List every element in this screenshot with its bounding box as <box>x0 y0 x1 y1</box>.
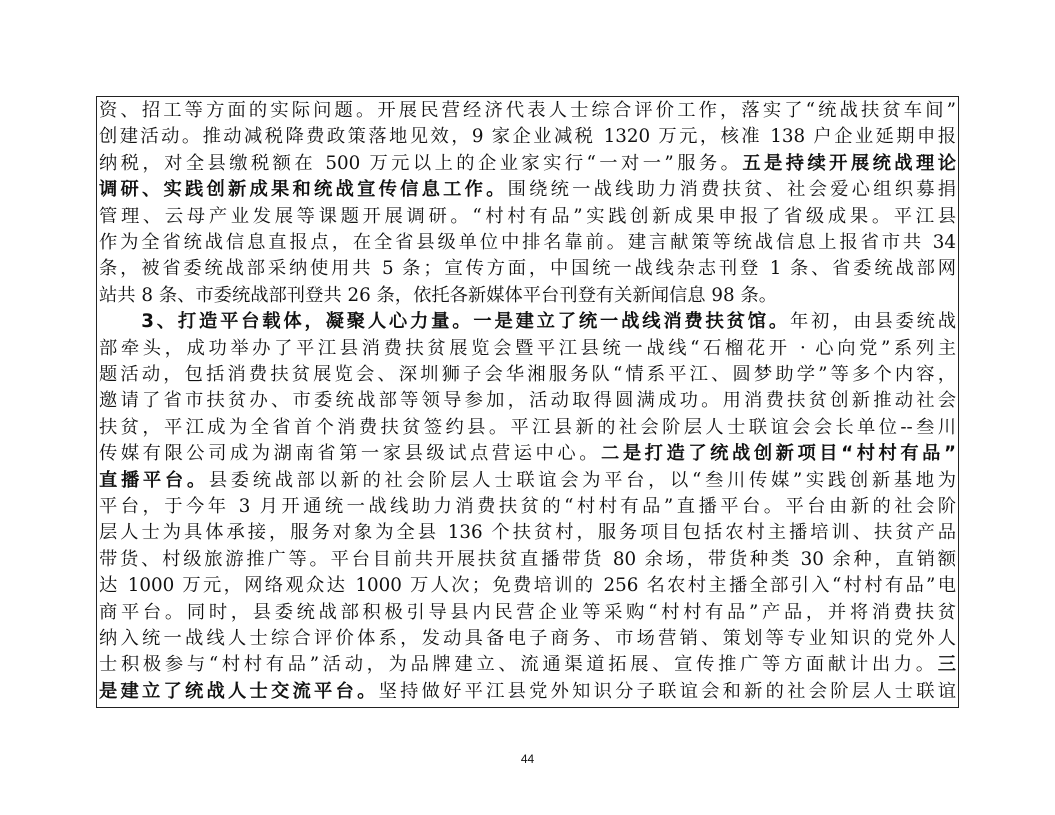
bold-text-run: 五是持续开展统战理论 <box>742 152 956 174</box>
text-run: 扶贫，平江成为全省首个消费扶贫签约县。平江县新的社会阶层人士联谊会会长单位--叁川 <box>99 416 956 438</box>
bold-text-run: 三 <box>937 654 956 676</box>
text-run: 达 1000 万元，网络观众达 1000 万人次；免费培训的 256 名农村主播全部引入“村村有品”电 <box>99 575 956 597</box>
text-run: 站共 8 条、市委统战部刊登共 26 条，依托各新媒体平台刊登有关新闻信息 98 条。 <box>99 284 778 306</box>
text-run: 士积极参与“村村有品”活动，为品牌建立、流通渠道拓展、宣传推广等方面献计出力。 <box>99 654 938 676</box>
bold-text-run: 二是打造了统战创新项目“村村有品” <box>601 443 957 465</box>
page-number: 44 <box>520 752 535 766</box>
text-line <box>99 124 956 150</box>
text-run: 条，被省委统战部采纳使用共 5 条；宣传方面，中国统一战线杂志刊登 1 条、省委统战部网 <box>99 258 956 280</box>
text-line <box>99 230 956 256</box>
text-run: 部牵头，成功举办了平江县消费扶贫展览会暨平江县统一战线“石榴花开 · 心向党”系列主 <box>99 337 956 359</box>
text-run: 县委统战部以新的社会阶层人士联谊会为平台，以“叁川传媒”实践创新基地为 <box>208 469 956 491</box>
text-line <box>99 520 956 546</box>
text-line <box>99 309 956 335</box>
text-run: 商平台。同时，县委统战部积极引导县内民营企业等采购“村村有品”产品，并将消费扶贫 <box>99 601 956 623</box>
text-run: 围绕统一战线助力消费扶贫、社会爱心组织募捐 <box>507 179 957 201</box>
text-run: 平台，于今年 3 月开通统一战线助力消费扶贫的“村村有品”直播平台。平台由新的社会阶 <box>99 496 956 517</box>
text-line <box>99 388 956 414</box>
text-run: 坚持做好平江县党外知识分子联谊会和新的社会阶层人士联谊 <box>378 680 957 702</box>
text-line <box>99 494 956 520</box>
text-run: 作为全省统战信息直报点，在全省县级单位中排名靠前。建言献策等统战信息上报省市共 34 <box>99 232 956 253</box>
bold-text-run: 调研、实践创新成果和统战宣传信息工作。 <box>99 179 508 201</box>
text-line <box>99 626 956 652</box>
text-run: 资、招工等方面的实际问题。开展民营经济代表人士综合评价工作，落实了“统战扶贫车间” <box>99 100 956 121</box>
text-line <box>99 336 956 362</box>
bold-text-run: 直播平台。 <box>99 469 209 491</box>
text-line <box>99 415 956 441</box>
text-frame <box>96 96 959 708</box>
text-line <box>99 362 956 388</box>
text-line <box>99 679 956 705</box>
text-line <box>99 177 956 203</box>
text-line <box>99 573 956 599</box>
text-line <box>99 204 956 230</box>
text-run: 管理、云母产业发展等课题开展调研。“村村有品”实践创新成果申报了省级成果。平江县 <box>99 205 956 227</box>
text-line <box>99 151 956 177</box>
text-line <box>99 600 956 626</box>
bold-text-run: 是建立了统战人士交流平台。 <box>99 680 379 702</box>
text-run: 纳税，对全县缴税额在 500 万元以上的企业家实行“一对一”服务。 <box>99 152 743 174</box>
text-line <box>99 547 956 573</box>
text-run: 传媒有限公司成为湖南省第一家县级试点营运中心。 <box>99 443 602 465</box>
text-line <box>99 98 956 124</box>
bold-text-run: 3、打造平台载体，凝聚人心力量。一是建立了统一战线消费扶贫馆。 <box>99 311 790 333</box>
text-run: 年初，由县委统战 <box>789 311 956 333</box>
text-run: 层人士为具体承接，服务对象为全县 136 个扶贫村，服务项目包括农村主播培训、扶贫产品 <box>99 522 956 544</box>
text-run: 纳入统一战线人士综合评价体系，发动具备电子商务、市场营销、策划等专业知识的党外人 <box>99 628 956 649</box>
text-line <box>99 441 956 467</box>
text-line <box>99 283 956 309</box>
text-line <box>99 256 956 282</box>
text-run: 创建活动。推动减税降费政策落地见效，9 家企业减税 1320 万元，核准 138 户企业延期申报 <box>99 126 956 148</box>
text-line <box>99 468 956 494</box>
text-run: 带货、村级旅游推广等。平台目前共开展扶贫直播带货 80 余场，带货种类 30 余种，直销额 <box>99 548 956 570</box>
text-run: 邀请了省市扶贫办、市委统战部等领导参加，活动取得圆满成功。用消费扶贫创新推动社会 <box>99 390 956 412</box>
text-run: 题活动，包括消费扶贫展览会、深圳狮子会华湘服务队“情系平江、圆梦助学”等多个内容， <box>99 364 956 385</box>
text-line <box>99 652 956 678</box>
